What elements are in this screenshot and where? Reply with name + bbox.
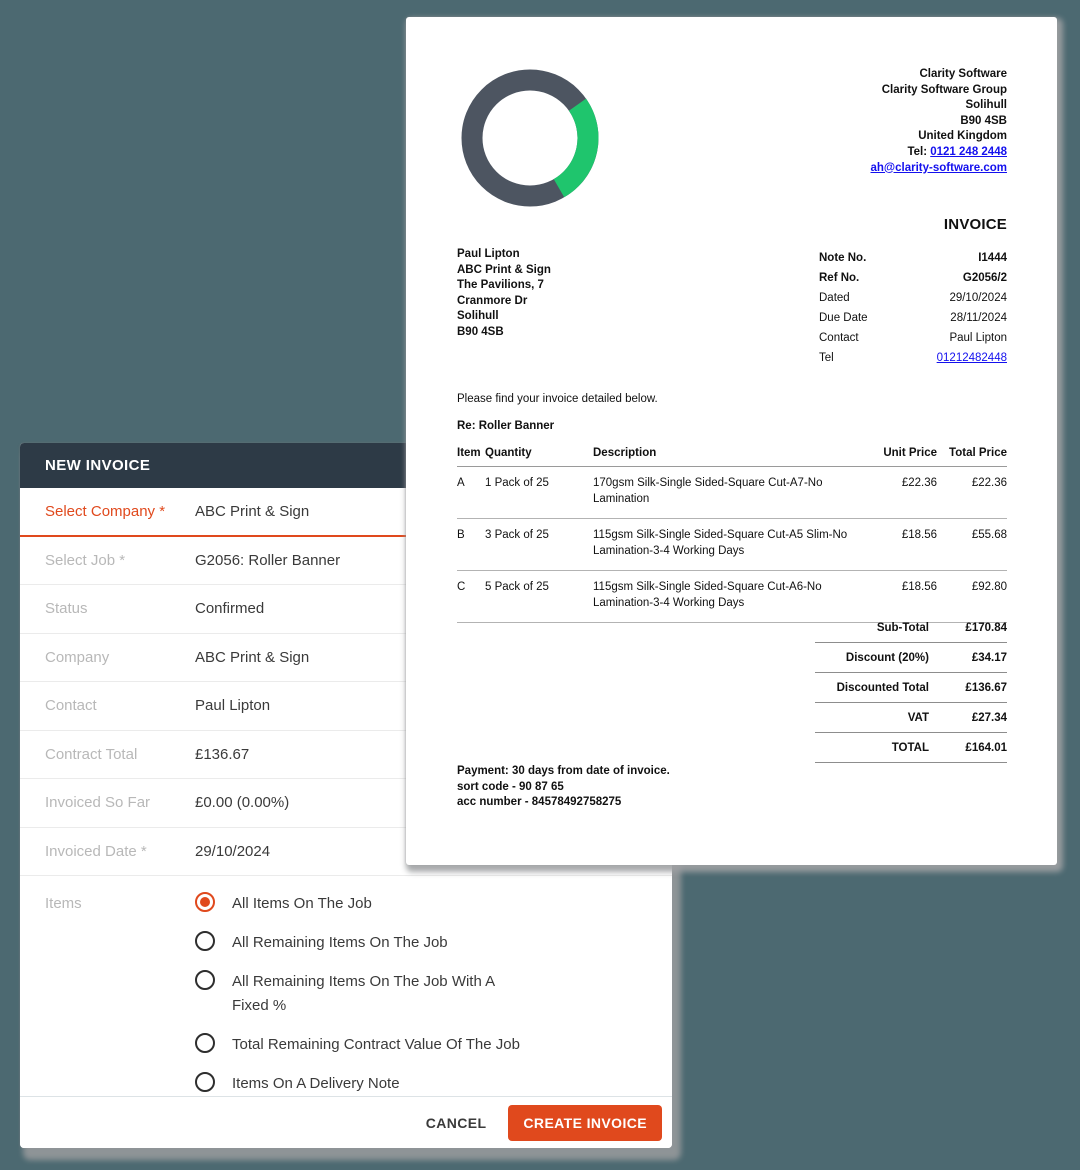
radio-unselected-icon[interactable] [195,1072,215,1092]
payment-terms: Payment: 30 days from date of invoice. [457,765,670,777]
company-email-link[interactable]: ah@clarity-software.com [870,161,1007,174]
company-postcode: B90 4SB [960,114,1007,127]
customer-city: Solihull [457,310,499,323]
field-label: Contact [45,697,97,715]
radio-unselected-icon[interactable] [195,1033,215,1053]
table-row: B 3 Pack of 25 115gsm Silk-Single Sided-Square Cut-A5 Slim-No Lamination-3-4 Working Days £18.56 £55.68 [457,519,1007,571]
invoice-intro: Please find your invoice detailed below. [457,393,658,405]
radio-unselected-icon[interactable] [195,931,215,951]
field-label: Contract Total [45,745,138,763]
radio-label: All Remaining Items On The Job With A Fixed % [232,973,496,1014]
customer-address-block [457,247,551,341]
totals-sub-total: Sub-Total £170.84 [815,613,1007,643]
modal-title: NEW INVOICE [45,457,151,474]
items-radio-group [195,892,520,1111]
create-invoice-button[interactable]: CREATE INVOICE [508,1105,662,1141]
company-country: United Kingdom [918,130,1007,143]
meta-note-no: Note No. I1444 [819,252,1007,264]
meta-tel: Tel 01212482448 [819,348,1007,368]
field-value: Confirmed [195,600,265,618]
field-label: Select Job * [45,551,126,569]
totals-discounted-total: Discounted Total £136.67 [815,673,1007,703]
field-label: Invoiced Date * [45,842,147,860]
invoice-items-table [457,447,1007,623]
meta-ref-no: Ref No. G2056/2 [819,272,1007,284]
totals-vat: VAT £27.34 [815,703,1007,733]
customer-address-1: The Pavilions, 7 [457,279,544,292]
customer-address-2: Cranmore Dr [457,294,528,307]
company-group: Clarity Software Group [881,83,1007,96]
payment-terms-block [457,764,670,811]
company-name: Clarity Software [919,68,1007,80]
invoice-document [406,17,1057,865]
field-value[interactable]: 29/10/2024 [195,842,271,860]
items-label: Items [45,895,82,912]
radio-selected-icon[interactable] [195,892,215,912]
payment-sort-code: sort code - 90 87 65 [457,780,564,793]
customer-postcode: B90 4SB [457,325,504,338]
invoice-totals [815,613,1007,763]
radio-all-items-on-job[interactable] [195,892,520,916]
company-city: Solihull [965,99,1007,112]
totals-grand-total: TOTAL £164.01 [815,733,1007,763]
customer-name: Paul Lipton [457,248,520,260]
radio-total-remaining-contract-value[interactable] [195,1033,520,1057]
cancel-button[interactable]: CANCEL [425,1114,487,1131]
field-value: ABC Print & Sign [195,648,310,666]
invoice-re-line: Re: Roller Banner [457,420,555,432]
radio-label: All Items On The Job [232,895,372,912]
invoice-meta-block [819,248,1007,368]
meta-tel-link[interactable]: 01212482448 [936,352,1007,364]
radio-items-on-delivery-note[interactable] [195,1072,520,1096]
field-value: £136.67 [195,745,250,763]
field-label: Company [45,648,110,666]
radio-label: All Remaining Items On The Job [232,934,448,951]
meta-dated: Dated 29/10/2024 [819,292,1007,304]
customer-company: ABC Print & Sign [457,263,551,276]
table-row: C 5 Pack of 25 115gsm Silk-Single Sided-Square Cut-A6-No Lamination-3-4 Working Days £18.56 £92.80 [457,571,1007,623]
field-label: Status [45,600,88,618]
company-address-block [871,67,1007,176]
company-tel-line: Tel: 0121 248 2448 [907,145,1007,158]
clarity-ring-logo-icon [460,68,600,208]
field-value: Paul Lipton [195,697,271,715]
payment-acc-number: acc number - 84578492758275 [457,796,622,809]
field-value[interactable]: G2056: Roller Banner [195,551,341,569]
radio-unselected-icon[interactable] [195,970,215,990]
field-value[interactable]: ABC Print & Sign [195,502,310,520]
table-row: A 1 Pack of 25 170gsm Silk-Single Sided-Square Cut-A7-No Lamination £22.36 £22.36 [457,467,1007,519]
company-tel-link[interactable]: 0121 248 2448 [930,145,1007,158]
totals-discount: Discount (20%) £34.17 [815,643,1007,673]
field-label: Select Company * [45,502,166,520]
radio-all-remaining-fixed-percent[interactable] [195,970,520,1018]
modal-footer [20,1096,672,1148]
field-label: Invoiced So Far [45,794,151,812]
meta-contact: Contact Paul Lipton [819,332,1007,344]
meta-due-date: Due Date 28/11/2024 [819,312,1007,324]
table-header-row: Item Quantity Description Unit Price Total Price [457,447,1007,467]
field-value: £0.00 (0.00%) [195,794,290,812]
radio-label: Total Remaining Contract Value Of The Job [232,1036,520,1053]
radio-label: Items On A Delivery Note [232,1075,400,1092]
radio-all-remaining-items[interactable] [195,931,520,955]
items-section [20,876,672,1111]
invoice-title: INVOICE [943,216,1007,233]
